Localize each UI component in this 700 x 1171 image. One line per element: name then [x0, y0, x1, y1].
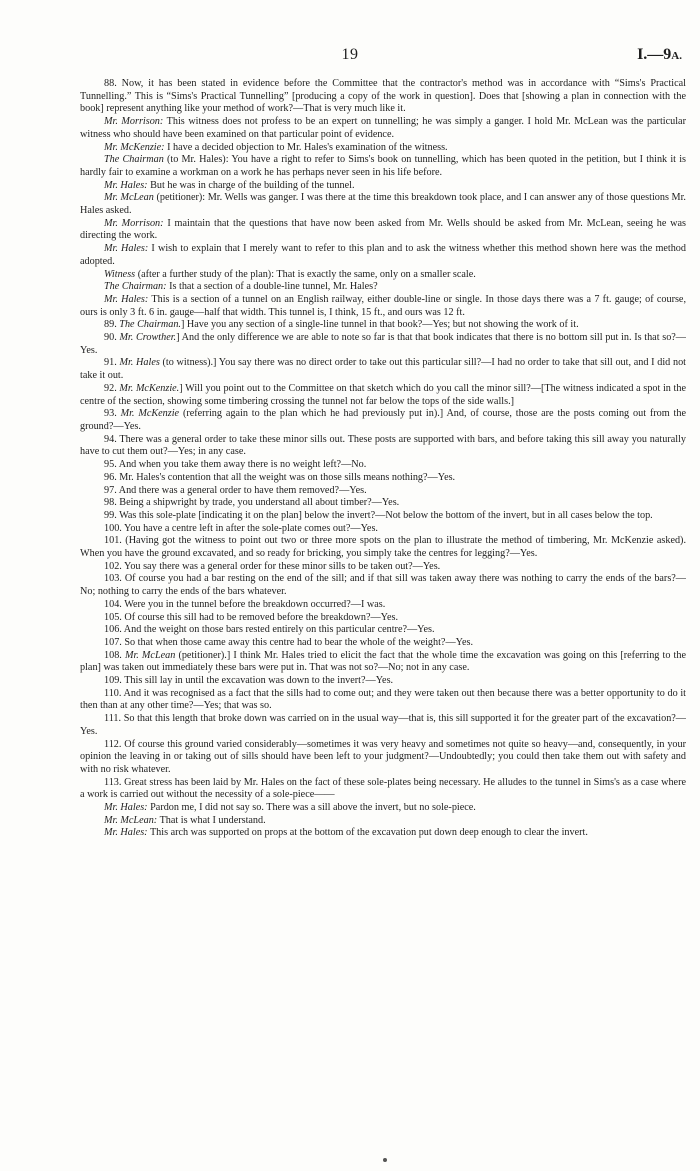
evidence-paragraph [80, 599, 686, 612]
evidence-paragraph [80, 357, 686, 382]
evidence-paragraph [80, 142, 686, 155]
paragraph-text: (petitioner).] I think Mr. Hales tried to elicit the fact that the whole time the excavation was going on this [referring to the plan] was taken out immediately these bars were put in. That was not so?—No; not in any case. [80, 649, 687, 674]
paragraph-text: 99. Was this sole-plate [indicating it on the plan] below the invert?—Not below the bottom of the invert, but in all cases below the top. [104, 509, 653, 521]
evidence-paragraph [80, 624, 686, 637]
question-number: 90. [104, 332, 120, 344]
paragraph-text: 101. (Having got the witness to point out two or three more spots on the plan to illustrate the method of timbering, Mr. McKenzie asked). When you have the ground excavated, and so ready for bricking, you simply take the centres for legging?—Yes. [80, 535, 686, 560]
paragraph-text: (to witness).] You say there was no direct order to take out this particular sill?—I had no order to take that sill out, and I did not take it out. [80, 357, 687, 382]
paragraph-text: 110. And it was recognised as a fact that the sills had to come out; and they were taken out then because there was a better opportunity to do it then than at any other time?—Yes; that was so. [80, 687, 686, 712]
document-reference-main: I.—9 [637, 46, 672, 63]
evidence-paragraph [80, 180, 686, 193]
evidence-paragraph [80, 218, 686, 243]
evidence-paragraph [80, 154, 686, 179]
paragraph-text: 94. There was a general order to take these minor sills out. These posts are supported with bars, and before taking this sill away you naturally have to cut them out?—Yes; in any case. [80, 433, 686, 458]
evidence-paragraph [80, 281, 686, 294]
evidence-paragraph [80, 573, 686, 598]
paragraph-text: That is what I understand. [157, 814, 266, 826]
paragraph-text: 105. Of course this sill had to be removed before the breakdown?—Yes. [104, 611, 399, 623]
evidence-paragraph [80, 523, 686, 536]
paragraph-text: 102. You say there was a general order for these minor sills to be taken out?—Yes. [104, 560, 441, 572]
paragraph-text: I have a decided objection to Mr. Hales's examination of the witness. [164, 141, 448, 153]
paragraph-text: Is that a section of a double-line tunnel, Mr. Hales? [166, 281, 378, 293]
paragraph-text: This arch was supported on props at the bottom of the excavation put down deep enough to clear the invert. [147, 827, 588, 839]
paragraph-text: 107. So that when those came away this centre had to bear the whole of the weight?—Yes. [104, 636, 474, 648]
evidence-paragraph [80, 485, 686, 498]
speaker-name: Mr. Hales: [104, 827, 148, 839]
paragraph-text: Pardon me, I did not say so. There was a sill above the invert, but no sole-piece. [147, 802, 476, 814]
speaker-name: The Chairman. [119, 319, 181, 331]
evidence-paragraph [80, 802, 686, 815]
paragraph-text: ] And the only difference we are able to note so far is that that book indicates that there is no bottom sill put in. Is that so?—Yes. [80, 332, 686, 356]
paragraph-text: 113. Great stress has been laid by Mr. Hales on the fact of these sole-plates being necessary. He alludes to the tunnel in Sims's as a case where a work is carried out without the necessity of a sole-piece—— [80, 776, 686, 801]
speaker-name: Mr. McLean [124, 649, 176, 661]
evidence-paragraph [80, 408, 686, 433]
evidence-paragraph [80, 459, 686, 472]
paragraph-text: 103. Of course you had a bar resting on the end of the sill; and if that sill was taken away there was nothing to carry the ends of the bars?—No; nothing to carry the ends of the bars whatever. [80, 573, 686, 598]
question-number: 92. [104, 382, 120, 394]
paragraph-text: (to Mr. Hales): You have a right to refer to Sims's book on tunnelling, which has been quoted in the petition, but I think it is hardly fair to examine a workman on a work he has perhaps never seen in his life before. [80, 154, 686, 178]
evidence-paragraph [80, 827, 686, 840]
paragraph-text: ] Have you any section of a single-line tunnel in that book?—Yes; but not showing the work of it. [180, 319, 579, 331]
paragraph-text: 100. You have a centre left in after the sole-plate comes out?—Yes. [104, 522, 378, 534]
speaker-name: The Chairman [104, 154, 164, 166]
paragraph-text: But he was in charge of the building of the tunnel. [147, 179, 355, 191]
evidence-paragraph [80, 510, 686, 523]
evidence-paragraph [80, 383, 686, 408]
question-number: 108. [104, 649, 125, 661]
paragraph-text: 95. And when you take them away there is no weight left?—No. [104, 459, 367, 471]
question-number: 93. [104, 408, 121, 420]
paragraph-text: I wish to explain that I merely want to refer to this plan and to ask the witness whether this method shown here was the method adopted. [80, 243, 686, 267]
paragraph-text: 97. And there was a general order to have them removed?—Yes. [104, 484, 367, 496]
page-number: 19 [341, 46, 359, 63]
evidence-paragraph [80, 116, 686, 141]
evidence-paragraph [80, 192, 686, 217]
evidence-paragraph [80, 612, 686, 625]
evidence-paragraph [80, 739, 686, 777]
evidence-body [80, 78, 686, 840]
question-number: 91. [104, 357, 120, 369]
evidence-paragraph [80, 713, 686, 738]
speaker-name: The Chairman: [104, 281, 167, 293]
speaker-name: Mr. Hales: [104, 802, 148, 814]
paragraph-text: ] Will you point out to the Committee on that sketch which do you call the minor sill?—[The witness indicated a spot in the centre of the section, showing some timbering crossing the tunnel not far below the tops of the side walls.] [80, 382, 686, 407]
evidence-paragraph [80, 561, 686, 574]
speaker-name: Mr. Crowther. [119, 332, 177, 344]
paragraph-text: 111. So that this length that broke down was carried on in the usual way—that is, this sill supported it for the greater part of the excavation?—Yes. [80, 713, 686, 737]
speaker-name: Mr. Hales [119, 357, 160, 369]
paragraph-text: (petitioner): Mr. Wells was ganger. I was there at the time this breakdown took place, and I can answer any of those questions Mr. Hales asked. [80, 192, 686, 217]
paragraph-text: 104. Were you in the tunnel before the breakdown occurred?—I was. [104, 598, 386, 610]
evidence-paragraph [80, 78, 686, 116]
question-number: 89. [104, 319, 120, 331]
evidence-paragraph [80, 332, 686, 357]
paragraph-text: 109. This sill lay in until the excavation was down to the invert?—Yes. [104, 675, 394, 687]
speaker-name: Mr. McKenzie: [104, 141, 165, 153]
paragraph-text: (referring again to the plan which he had previously put in).] And, of course, those are the posts coming out from the ground?—Yes. [80, 408, 687, 432]
document-reference-suffix: A. [671, 50, 682, 62]
paragraph-text: 96. Mr. Hales's contention that all the weight was on those sills means nothing?—Yes. [104, 471, 456, 483]
speaker-name: Mr. McKenzie [120, 408, 180, 420]
paragraph-text: This witness does not profess to be an expert on tunnelling; he was simply a ganger. I hold Mr. McLean was the particular witness who should have been examined on that particular point of evidence. [80, 116, 686, 140]
speaker-name: Mr. Hales: [104, 243, 149, 255]
evidence-paragraph [80, 472, 686, 485]
evidence-paragraph [80, 243, 686, 268]
paragraph-text: 112. Of course this ground varied considerably—sometimes it was very heavy and sometimes not quite so heavy—and, consequently, in your opinion the leaving in or taking out of sills should have been left to your judgment?—Undoubtedly; you could then take them out with safety and with no risk whatever. [80, 738, 686, 775]
speaker-name: Mr. McLean: [104, 814, 158, 826]
evidence-paragraph [80, 269, 686, 282]
document-reference [637, 46, 682, 64]
evidence-paragraph [80, 294, 686, 319]
speaker-name: Mr. McKenzie. [119, 382, 180, 394]
speaker-name: Witness [104, 268, 136, 280]
evidence-paragraph [80, 637, 686, 650]
speaker-name: Mr. Morrison: [104, 116, 164, 128]
paragraph-text: 88. Now, it has been stated in evidence before the Committee that the contractor's method was in accordance with “Sims's Practical Tunnelling.” This is “Sims's Practical Tunnelling” [producing a copy of the work in question]. Does that [showing a plan in connection with the book] represent anything like your method of work?—That is very much like it. [80, 78, 686, 115]
evidence-paragraph [80, 815, 686, 828]
paragraph-text: This is a section of a tunnel on an English railway, either double-line or single. In those days there was a 7 ft. gauge; of course, ours is only 3 ft. 6 in. gauge—half that width. This tunnel is, I think, 15 ft., and ours was 12 ft. [80, 293, 687, 318]
evidence-paragraph [80, 675, 686, 688]
paragraph-text: 98. Being a shipwright by trade, you understand all about timber?—Yes. [104, 497, 400, 509]
speaker-name: Mr. Hales: [104, 293, 149, 305]
evidence-paragraph [80, 434, 686, 459]
evidence-paragraph [80, 497, 686, 510]
evidence-paragraph [80, 650, 686, 675]
footer-mark [383, 1158, 387, 1162]
evidence-paragraph [80, 777, 686, 802]
speaker-name: Mr. Hales: [104, 179, 148, 191]
evidence-paragraph [80, 688, 686, 713]
speaker-name: Mr. McLean [104, 192, 154, 204]
paragraph-text: (after a further study of the plan): That is exactly the same, only on a smaller scale. [135, 268, 476, 280]
evidence-paragraph [80, 535, 686, 560]
paragraph-text: 106. And the weight on those bars rested entirely on this particular centre?—Yes. [104, 624, 435, 636]
speaker-name: Mr. Morrison: [104, 217, 164, 229]
evidence-paragraph [80, 319, 686, 332]
paragraph-text: I maintain that the questions that have now been asked from Mr. Wells should be asked from Mr. McLean, seeing he was directing the work. [80, 217, 686, 242]
